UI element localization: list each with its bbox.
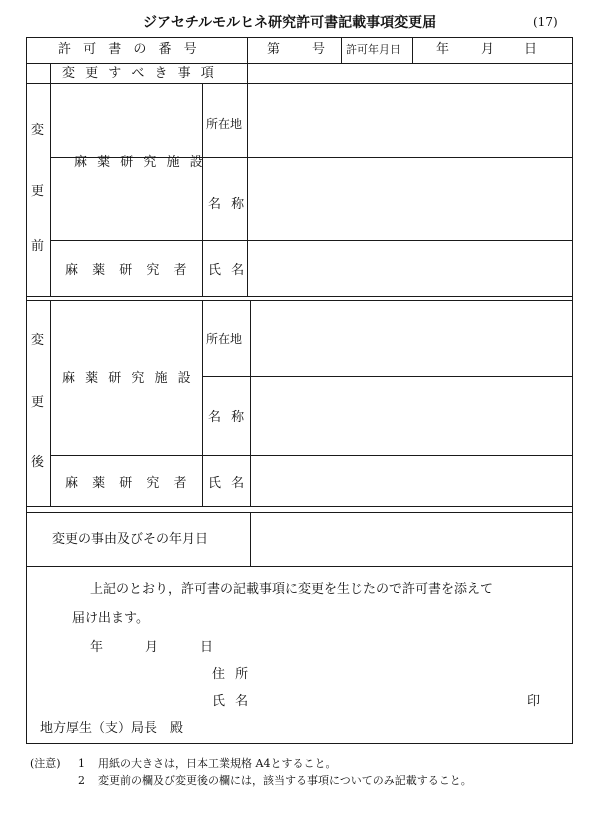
declaration-year: 年 [90, 640, 104, 655]
before-name-label: 名 称 [208, 197, 248, 212]
declaration-name-label: 氏 名 [212, 694, 252, 709]
note-2-number: 2 [78, 774, 85, 787]
permit-date-label: 許可年月日 [346, 43, 401, 56]
after-researcher-label: 麻 薬 研 究 者 [65, 476, 192, 491]
before-side-label-2: 更 [31, 184, 45, 199]
before-side-label-1: 変 [31, 123, 45, 138]
month-label: 月 [481, 42, 495, 57]
after-facility-label: 麻 薬 研 究 施 設 [62, 371, 194, 386]
notes-label: (注意) [30, 757, 61, 770]
note-2-text: 変更前の欄及び変更後の欄には，該当する事項についてのみ記載すること。 [98, 774, 472, 787]
before-side-label-3: 前 [31, 239, 45, 254]
after-name-label: 名 称 [208, 410, 248, 425]
before-researcher-label: 麻 薬 研 究 者 [65, 263, 192, 278]
day-label: 日 [524, 42, 538, 57]
declaration-day: 日 [200, 640, 214, 655]
declaration-month: 月 [145, 640, 159, 655]
note-1-text: 用紙の大きさは，日本工業規格 A4とすること。 [98, 757, 337, 770]
before-facility-label: 麻 薬 研 究 施 設 [74, 155, 206, 170]
after-side-label-3: 後 [31, 455, 45, 470]
reason-label: 変更の事由及びその年月日 [52, 532, 209, 547]
after-address-label: 所在地 [206, 332, 243, 346]
year-label: 年 [436, 42, 450, 57]
declaration-line-2: 届け出ます。 [72, 611, 149, 626]
seal-mark: 印 [527, 694, 541, 709]
items-to-change-label: 変 更 す べ き 事 項 [62, 66, 217, 81]
declaration-line-1: 上記のとおり，許可書の記載事項に変更を生じたので許可書を添えて [90, 582, 494, 597]
after-person-name-label: 氏 名 [208, 476, 248, 491]
note-1-number: 1 [78, 757, 85, 770]
after-side-label-1: 変 [31, 333, 45, 348]
go-label: 号 [312, 42, 326, 57]
before-address-label: 所在地 [206, 117, 243, 131]
addressee: 地方厚生（支）局長 殿 [40, 721, 184, 736]
declaration-address-label: 住 所 [212, 667, 252, 682]
permit-number-label: 許 可 書 の 番 号 [58, 42, 201, 57]
form-title: ジアセチルモルヒネ研究許可書記載事項変更届 [143, 15, 437, 31]
form-number: (17) [533, 15, 558, 29]
after-side-label-2: 更 [31, 395, 45, 410]
before-person-name-label: 氏 名 [208, 263, 248, 278]
dai-label: 第 [267, 42, 281, 57]
